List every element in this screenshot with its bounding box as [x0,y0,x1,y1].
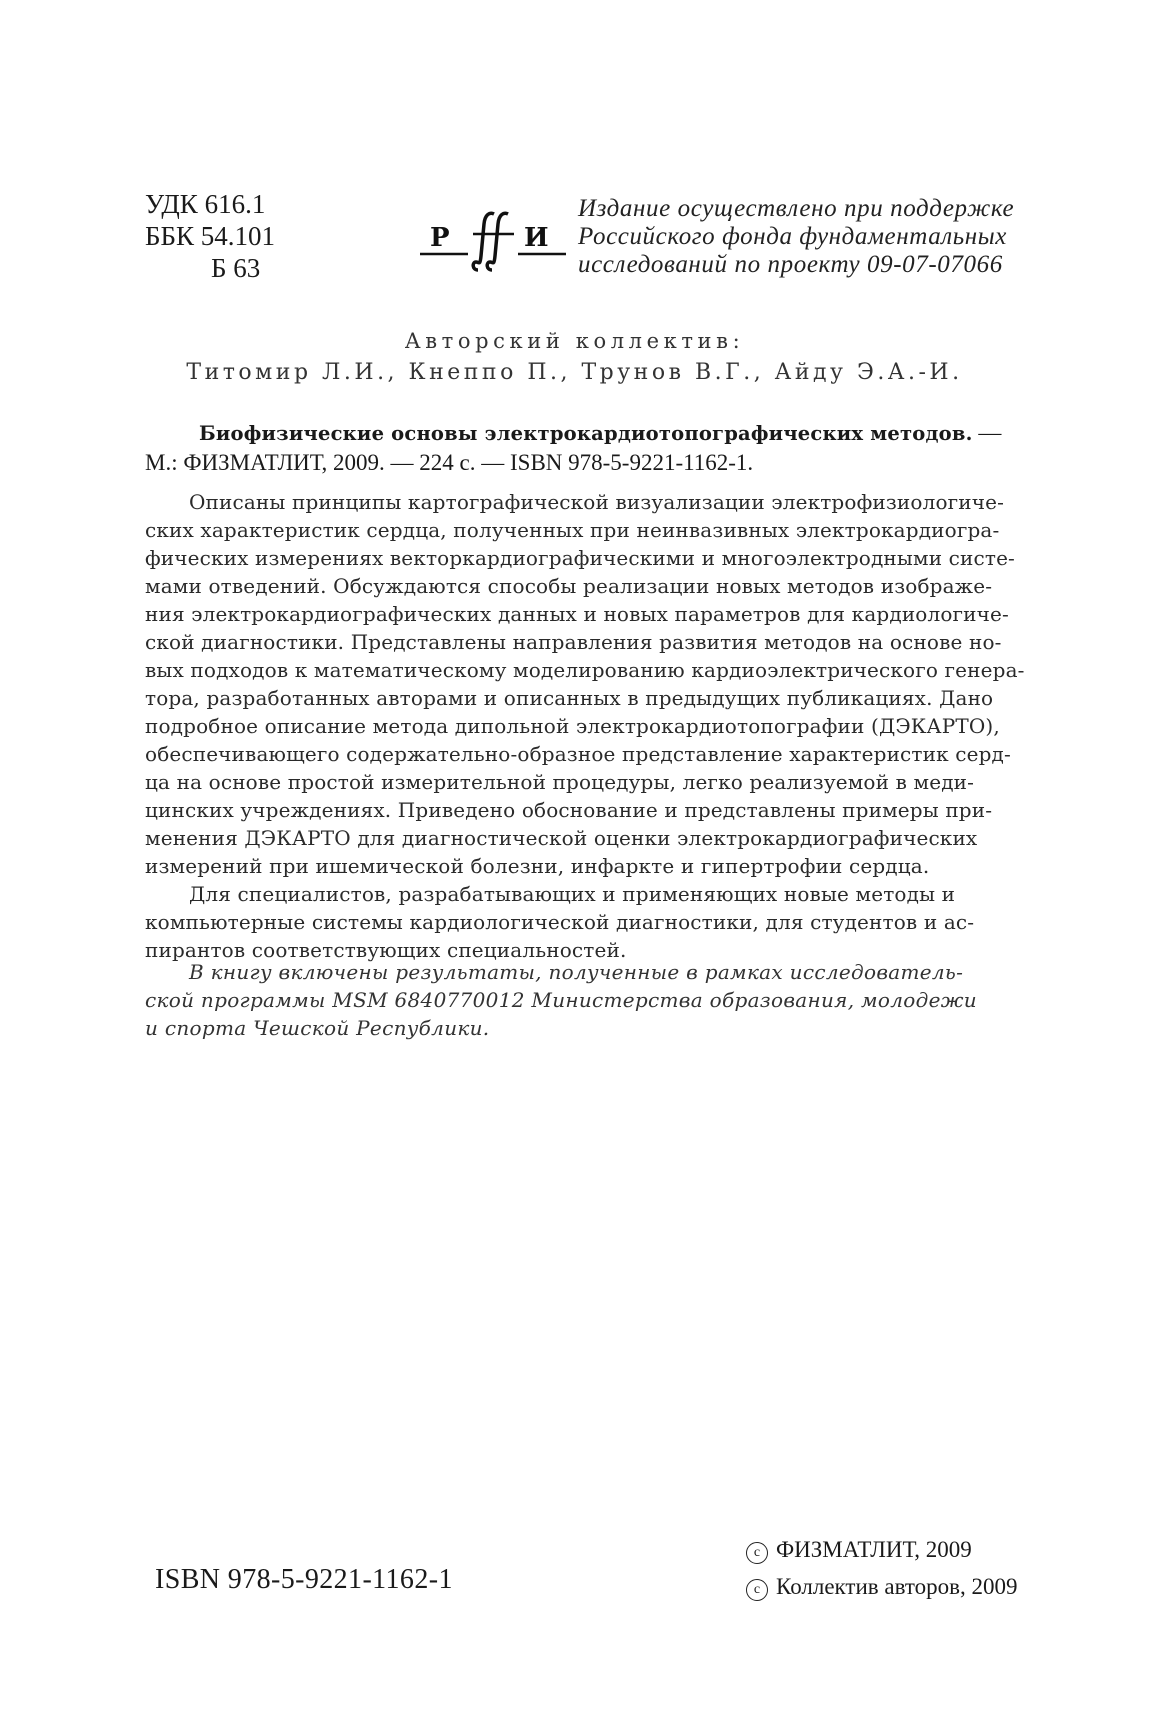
text-line: обеспечивающего содержательно-образное представление характеристик серд- [145,742,1011,766]
text-line: ских характеристик сердца, полученных при неинвазивных электрокардиогра- [145,518,1000,542]
isbn: ISBN 978-5-9221-1162-1 [155,1564,453,1595]
text-line: ской программы MSM 6840770012 Министерства образования, молодежи [145,988,977,1012]
text-line: тора, разработанных авторами и описанных в предыдущих публикациях. Дано [145,686,994,710]
authors-label: Авторский коллектив: [404,329,745,353]
logo-letter-r: Р [430,223,450,253]
funding-note [145,958,1033,1042]
support-note [578,195,1028,279]
support-line: исследований по проекту 09-07-07066 [578,251,1003,278]
text-line: вых подходов к математическому моделированию кардиоэлектрического генера- [145,658,1025,682]
authors-block [0,325,1149,389]
abstract [145,488,1033,964]
copyright-line [746,1568,1018,1605]
text-line: цинских учреждениях. Приведено обоснование и представлены примеры при- [145,798,993,822]
rffi-logo [418,210,568,276]
text-line: измерений при ишемической болезни, инфаркте и гипертрофии сердца. [145,854,930,878]
copyright-line [746,1531,1018,1568]
copyright-icon: c [746,1579,768,1601]
library-code: Б 63 [211,253,261,283]
copyright-block [746,1531,1018,1605]
udk-code: УДК 616.1 [145,189,266,219]
abstract-paragraph [145,880,1033,964]
text-line: Описаны принципы картографической визуализации электрофизиологиче- [189,490,1005,514]
bibliographic-record [145,418,1033,477]
text-line: мами отведений. Обсуждаются способы реализации новых методов изображе- [145,574,993,598]
text-line: пирантов соответствующих специальностей. [145,938,627,962]
abstract-paragraph [145,488,1033,880]
title-dash: — [978,420,1002,445]
bbk-code: ББК 54.101 [145,221,276,251]
support-line: Издание осуществлено при поддержке [578,195,1015,222]
text-line: ца на основе простой измерительной процедуры, легко реализуемой в меди- [145,770,975,794]
text-line: подробное описание метода дипольной электрокардиотопографии (ДЭКАРТО), [145,714,1000,738]
text-line: менения ДЭКАРТО для диагностической оценки электрокардиографических [145,826,978,850]
book-title: Биофизические основы электрокардиотопографических методов. [199,422,973,445]
text-line: ния электрокардиографических данных и новых параметров для кардиологиче- [145,602,1009,626]
classification-codes [145,188,275,284]
copyright-text: ФИЗМАТЛИТ, 2009 [776,1537,972,1562]
text-line: ской диагностики. Представлены направления развития методов на основе но- [145,630,1002,654]
text-line: компьютерные системы кардиологической диагностики, для студентов и ас- [145,910,975,934]
rffi-logo-icon [418,210,568,276]
publication-details: М.: ФИЗМАТЛИТ, 2009. — 224 с. — ISBN 978-5-9221-1162-1. [145,450,754,475]
logo-letter-i: И [524,223,549,253]
text-line: и спорта Чешской Республики. [145,1016,490,1040]
text-line: Для специалистов, разрабатывающих и применяющих новые методы и [189,882,956,906]
text-line: фических измерениях векторкардиографическими и многоэлектродными систе- [145,546,1015,570]
support-line: Российского фонда фундаментальных [578,223,1008,250]
authors-names: Титомир Л.И., Кнеппо П., Трунов В.Г., Айду Э.А.-И. [186,360,963,385]
text-line: В книгу включены результаты, полученные в рамках исследователь- [189,960,964,984]
copyright-text: Коллектив авторов, 2009 [776,1574,1018,1599]
copyright-icon: c [746,1542,768,1564]
